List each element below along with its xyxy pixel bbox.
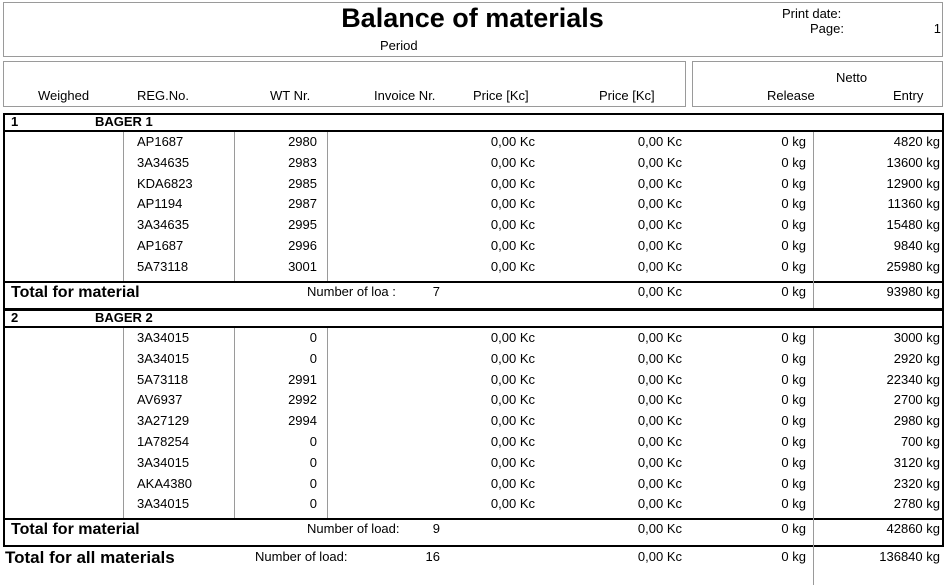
wt-number-cell: 0 — [309, 454, 317, 470]
price-cell: 0,00 Kc — [490, 258, 535, 274]
total-label: Total for material — [11, 521, 140, 539]
release-cell: 0 kg — [781, 454, 806, 470]
price-cell: 0,00 Kc — [637, 454, 682, 470]
price-cell: 0,00 Kc — [637, 258, 682, 274]
release-cell: 0 kg — [781, 330, 806, 345]
release-cell: 0 kg — [781, 154, 806, 170]
reg-number-cell: 3A34015 — [137, 496, 190, 512]
loads-label: Number of loa : — [307, 283, 396, 299]
reg-number-cell: AKA4380 — [137, 475, 192, 491]
grid-line — [327, 132, 328, 281]
entry-cell: 22340 kg — [886, 371, 940, 387]
entry-cell: 4820 kg — [893, 134, 940, 149]
price-cell: 0,00 Kc — [490, 154, 535, 170]
price-cell: 0,00 Kc — [490, 454, 535, 470]
reg-number-cell: AP1687 — [137, 134, 184, 149]
release-cell: 0 kg — [781, 371, 806, 387]
price-cell: 0,00 Kc — [490, 413, 535, 429]
price-cell: 0,00 Kc — [490, 371, 535, 387]
reg-number-cell: 1A78254 — [137, 434, 190, 449]
page-number: 1 — [933, 21, 941, 36]
grid-line — [234, 328, 235, 518]
col-weighed: Weighed — [38, 88, 90, 103]
price-cell: 0,00 Kc — [637, 154, 682, 170]
reg-number-cell: 3A27129 — [137, 413, 190, 429]
col-release: Release — [767, 88, 815, 103]
entry-cell: 11360 kg — [887, 196, 940, 212]
group-number: 2 — [11, 310, 19, 325]
release-cell: 0 kg — [781, 496, 806, 512]
reg-number-cell: AP1687 — [137, 238, 184, 253]
wt-number-cell: 2995 — [288, 217, 317, 233]
loads-count: 9 — [432, 521, 440, 537]
price-cell: 0,00 Kc — [490, 350, 535, 366]
col-invoice-nr: Invoice Nr. — [374, 88, 436, 103]
print-date-label: Print date: — [782, 6, 842, 21]
grid-line — [813, 328, 814, 518]
price-cell: 0,00 Kc — [637, 371, 682, 387]
reg-number-cell: AV6937 — [137, 392, 183, 408]
wt-number-cell: 2980 — [288, 134, 317, 149]
wt-number-cell: 0 — [309, 434, 317, 449]
col-price-1: Price [Kc] — [473, 88, 529, 103]
release-cell: 0 kg — [781, 196, 806, 212]
grand-total-entry: 136840 kg — [879, 549, 940, 564]
wt-number-cell: 0 — [309, 330, 317, 345]
total-entry: 42860 kg — [886, 521, 940, 537]
col-netto: Netto — [836, 70, 868, 85]
wt-number-cell: 2985 — [288, 175, 317, 191]
price-cell: 0,00 Kc — [637, 350, 682, 366]
price-cell: 0,00 Kc — [490, 392, 535, 408]
release-cell: 0 kg — [781, 350, 806, 366]
price-cell: 0,00 Kc — [637, 175, 682, 191]
reg-number-cell: 3A34015 — [137, 454, 190, 470]
total-entry: 93980 kg — [886, 283, 940, 299]
total-price: 0,00 Kc — [637, 283, 682, 299]
grid-line — [123, 132, 124, 281]
grand-loads-label: Number of load: — [255, 549, 348, 564]
entry-cell: 12900 kg — [886, 175, 940, 191]
grid-line — [327, 328, 328, 518]
wt-number-cell: 2983 — [288, 154, 317, 170]
release-cell: 0 kg — [781, 217, 806, 233]
wt-number-cell: 2991 — [288, 371, 317, 387]
price-cell: 0,00 Kc — [637, 196, 682, 212]
release-cell: 0 kg — [781, 258, 806, 274]
entry-cell: 2320 kg — [893, 475, 940, 491]
price-cell: 0,00 Kc — [637, 330, 682, 345]
entry-cell: 3000 kg — [893, 330, 940, 345]
price-cell: 0,00 Kc — [490, 475, 535, 491]
price-cell: 0,00 Kc — [490, 175, 535, 191]
entry-cell: 2700 kg — [893, 392, 940, 408]
price-cell: 0,00 Kc — [490, 238, 535, 253]
wt-number-cell: 2992 — [288, 392, 317, 408]
wt-number-cell: 2994 — [288, 413, 317, 429]
grand-total-price: 0,00 Kc — [637, 549, 682, 564]
reg-number-cell: 3A34635 — [137, 154, 190, 170]
reg-number-cell: 3A34015 — [137, 350, 190, 366]
price-cell: 0,00 Kc — [637, 392, 682, 408]
wt-number-cell: 2987 — [288, 196, 317, 212]
price-cell: 0,00 Kc — [637, 413, 682, 429]
col-price-2: Price [Kc] — [599, 88, 655, 103]
grid-line — [234, 132, 235, 281]
price-cell: 0,00 Kc — [637, 496, 682, 512]
grid-line — [123, 328, 124, 518]
wt-number-cell: 2996 — [288, 238, 317, 253]
grid-line — [813, 132, 814, 281]
group-name: BAGER 1 — [95, 114, 153, 129]
col-entry: Entry — [893, 88, 924, 103]
price-cell: 0,00 Kc — [637, 238, 682, 253]
entry-cell: 9840 kg — [893, 238, 940, 253]
entry-cell: 2920 kg — [893, 350, 940, 366]
reg-number-cell: AP1194 — [137, 196, 183, 212]
wt-number-cell: 0 — [309, 496, 317, 512]
reg-number-cell: KDA6823 — [137, 175, 193, 191]
grand-loads-count: 16 — [425, 549, 440, 564]
entry-cell: 2780 kg — [893, 496, 940, 512]
total-label: Total for material — [11, 283, 140, 301]
release-cell: 0 kg — [781, 238, 806, 253]
price-cell: 0,00 Kc — [490, 496, 535, 512]
grid-line — [813, 518, 814, 545]
release-cell: 0 kg — [781, 475, 806, 491]
column-header-left — [3, 61, 686, 107]
grand-total-label: Total for all materials — [5, 548, 175, 567]
price-cell: 0,00 Kc — [637, 217, 682, 233]
release-cell: 0 kg — [781, 392, 806, 408]
reg-number-cell: 5A73118 — [137, 371, 189, 387]
release-cell: 0 kg — [781, 413, 806, 429]
total-price: 0,00 Kc — [637, 521, 682, 537]
grand-total-release: 0 kg — [781, 549, 806, 564]
price-cell: 0,00 Kc — [637, 134, 682, 149]
entry-cell: 3120 kg — [893, 454, 940, 470]
total-release: 0 kg — [781, 283, 806, 299]
wt-number-cell: 3001 — [288, 258, 317, 274]
price-cell: 0,00 Kc — [637, 475, 682, 491]
entry-cell: 25980 kg — [886, 258, 940, 274]
group-number: 1 — [11, 114, 19, 129]
price-cell: 0,00 Kc — [490, 196, 535, 212]
loads-label: Number of load: — [307, 521, 400, 537]
period-label: Period — [380, 38, 418, 53]
wt-number-cell: 0 — [309, 475, 317, 491]
page-label: Page: — [810, 21, 844, 36]
loads-count: 7 — [432, 283, 440, 299]
col-reg-no: REG.No. — [137, 88, 190, 103]
report-title: Balance of materials — [341, 3, 604, 33]
price-cell: 0,00 Kc — [637, 434, 682, 449]
price-cell: 0,00 Kc — [490, 134, 535, 149]
entry-cell: 2980 kg — [893, 413, 940, 429]
price-cell: 0,00 Kc — [490, 217, 535, 233]
entry-cell: 700 kg — [900, 434, 940, 449]
release-cell: 0 kg — [781, 434, 806, 449]
col-wt-nr: WT Nr. — [270, 88, 311, 103]
reg-number-cell: 5A73118 — [137, 258, 189, 274]
group-name: BAGER 2 — [95, 310, 153, 325]
price-cell: 0,00 Kc — [490, 434, 535, 449]
wt-number-cell: 0 — [309, 350, 317, 366]
entry-cell: 15480 kg — [886, 217, 940, 233]
release-cell: 0 kg — [781, 134, 806, 149]
reg-number-cell: 3A34015 — [137, 330, 190, 345]
reg-number-cell: 3A34635 — [137, 217, 190, 233]
price-cell: 0,00 Kc — [490, 330, 535, 345]
release-cell: 0 kg — [781, 175, 806, 191]
grid-line — [813, 281, 814, 308]
grid-line — [813, 545, 814, 585]
total-release: 0 kg — [781, 521, 806, 537]
entry-cell: 13600 kg — [886, 154, 940, 170]
